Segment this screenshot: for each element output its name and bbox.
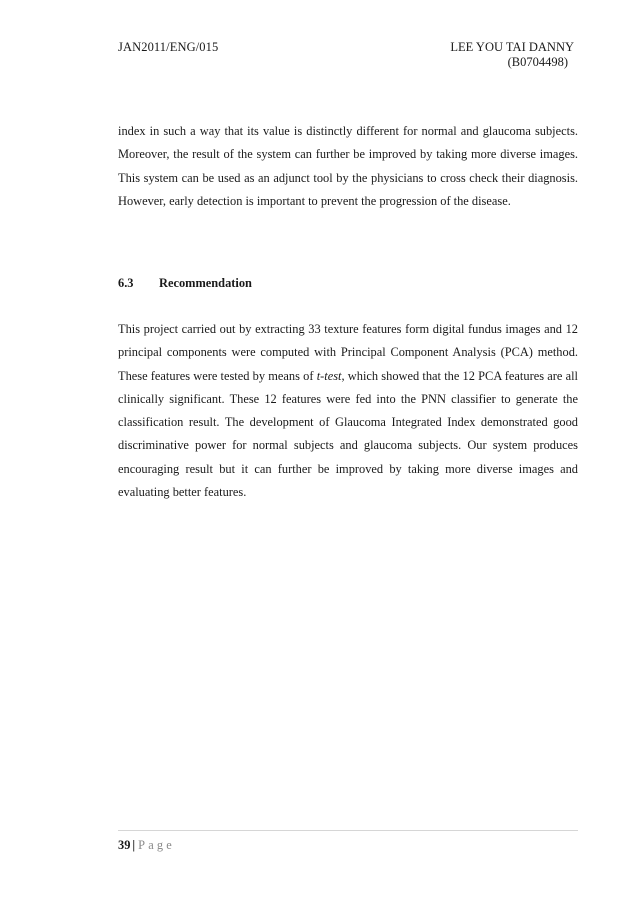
- header-report-code: JAN2011/ENG/015: [118, 40, 219, 54]
- recommendation-paragraph: [118, 318, 578, 504]
- page-footer: [118, 838, 175, 853]
- section-heading: [118, 276, 252, 291]
- section-title: Recommendation: [159, 276, 252, 290]
- footer-divider: [118, 830, 578, 831]
- recommendation-text-part2: , which showed that the 12 PCA features are all clinically significant. These 12 features were fed into the PNN classifier to generate the classification result. The development of Glaucoma Integrated Index demonstrated good discriminative power for normal subjects and glaucoma subjects. Our system produces encouraging result but it can further be improved by taking more diverse images and evaluating better features.: [118, 368, 578, 500]
- recommendation-text-part1: This project carried out by extracting 33 texture features form digital fundus images and 12 principal components were computed with Principal Component Analysis (PCA) method. These features were tested by means of: [118, 322, 578, 383]
- header-author-block: [450, 40, 574, 70]
- header-student-id: (B0704498): [507, 55, 568, 69]
- page-label: Page: [138, 838, 176, 852]
- page-number: 39: [118, 838, 131, 852]
- recommendation-italic-term: t-test: [316, 368, 342, 383]
- section-number: 6.3: [118, 276, 134, 290]
- header-author-name: LEE YOU TAI DANNY: [450, 40, 574, 54]
- conclusion-paragraph: index in such a way that its value is distinctly different for normal and glaucoma subjects. Moreover, the result of the system can further be improved by taking more diverse images. This system can be used as an adjunct tool by the physicians to cross check their diagnosis. However, early detection is important to prevent the progression of the disease.: [118, 124, 578, 208]
- footer-separator: |: [132, 838, 136, 852]
